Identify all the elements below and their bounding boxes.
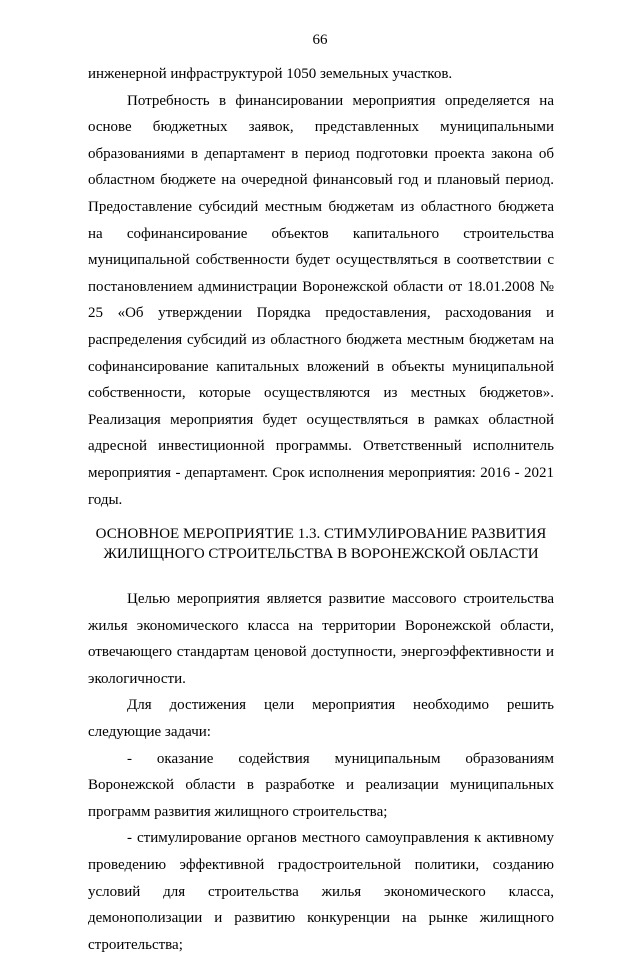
list-item-task-1: - оказание содействия муниципальным образованиям Воронежской области в разработке и реализации муниципальных программ развития жилищного строительства;	[88, 750, 554, 820]
section-heading-line-1: ОСНОВНОЕ МЕРОПРИЯТИЕ 1.3. СТИМУЛИРОВАНИЕ РАЗВИТИЯ	[95, 526, 547, 543]
section-heading	[88, 525, 554, 564]
list-item-task-2: - стимулирование органов местного самоуправления к активному проведению эффективной градостроительной политики, созданию условий для строительства жилья экономического класса, демонополизации и развитию конкуренции на рынке жилищного строительства;	[88, 830, 554, 953]
paragraph-financing: Потребность в финансировании мероприятия определяется на основе бюджетных заявок, представленных муниципальными образованиями в департамент в период подготовки проекта закона об областном бюджете на очередной финансовый год и плановый период. Предоставление субсидий местным бюджетам из областного бюджета на софинансирование объектов капитального строительства муниципальной собственности будет осуществляться в соответствии с постановлением администрации Воронежской области от 18.01.2008 № 25 «Об утверждении Порядка предоставления, расходования и распределения субсидий из областного бюджета местным бюджетам на софинансирование капитальных вложений в объекты муниципальной собственности, которые осуществляются из местных бюджетов». Реализация мероприятия будет осуществляться в рамках областной адресной инвестиционной программы. Ответственный исполнитель мероприятия - департамент. Срок исполнения мероприятия: 2016 - 2021 годы.	[88, 92, 554, 508]
paragraph-continuation: инженерной инфраструктурой 1050 земельных участков.	[88, 66, 453, 82]
page-number: 66	[312, 32, 328, 48]
paragraph-goal: Целью мероприятия является развитие массового строительства жилья экономического класса на территории Воронежской области, отвечающего стандартам ценовой доступности, энергоэффективности и экологичности.	[88, 591, 554, 687]
section-heading-line-2: ЖИЛИЩНОГО СТРОИТЕЛЬСТВА В ВОРОНЕЖСКОЙ ОБЛАСТИ	[103, 545, 539, 562]
paragraph-tasks-intro: Для достижения цели мероприятия необходимо решить следующие задачи:	[88, 697, 554, 741]
document-body	[88, 61, 554, 958]
